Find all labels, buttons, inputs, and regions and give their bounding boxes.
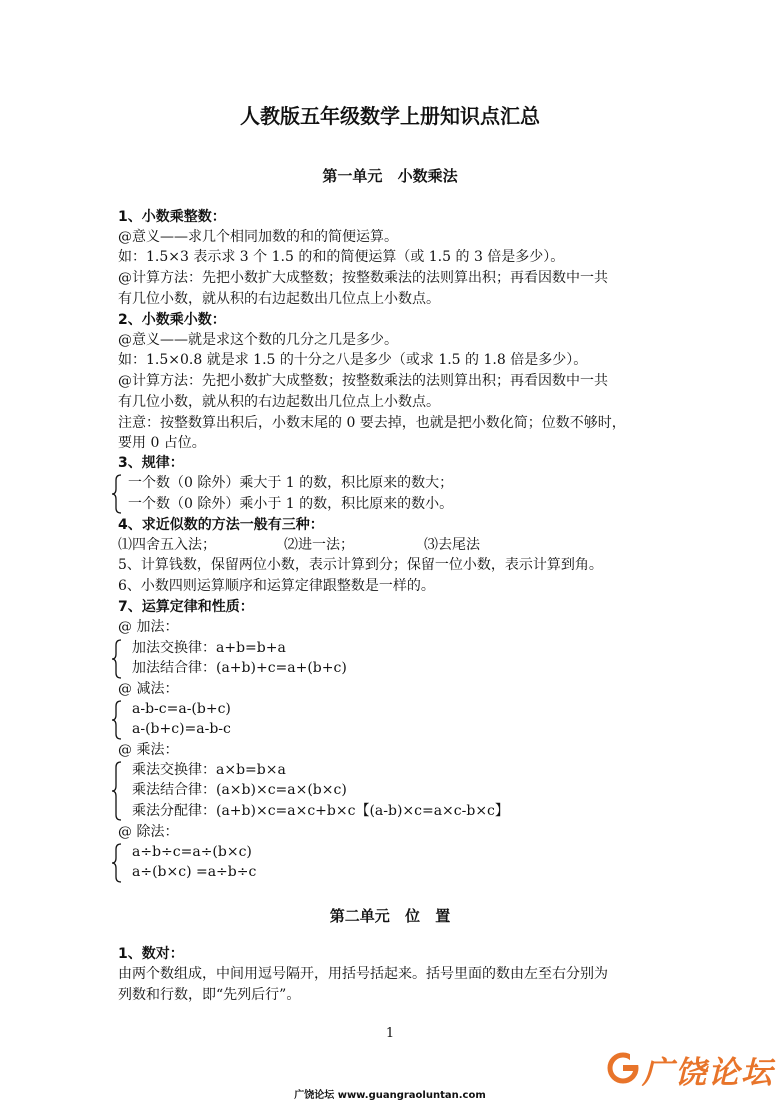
mul-label: @ 乘法：: [118, 742, 179, 758]
s1-line4: 有几位小数，就从积的右边起数出几位点上小数点。: [118, 291, 440, 307]
s2-line5: 注意：按整数算出积后，小数末尾的 0 要去掉，也就是把小数化简；位数不够时，: [118, 415, 626, 431]
sub-label: @ 减法：: [118, 681, 179, 697]
s2-heading: 2、小数乘小数：: [118, 312, 226, 328]
u2-s1-heading: 1、数对：: [118, 946, 184, 962]
add-law-1: 加法交换律：a+b=b+a: [132, 640, 286, 656]
s1-heading: 1、小数乘整数：: [118, 209, 226, 225]
u2-s1-line1: 由两个数组成，中间用逗号隔开，用括号括起来。括号里面的数由左至右分别为: [118, 966, 608, 982]
logo-text: 广饶论坛: [642, 1055, 774, 1091]
document-title: 人教版五年级数学上册知识点汇总: [240, 104, 540, 128]
s7-heading: 7、运算定律和性质：: [118, 599, 254, 615]
s1-line2: 如：1.5×3 表示求 3 个 1.5 的和的简便运算（或 1.5 的 3 倍是多少）。: [118, 249, 565, 265]
s3-line1: 一个数（0 除外）乘大于 1 的数，积比原来的数大；: [128, 475, 454, 491]
div-law-1: a÷b÷c=a÷(b×c): [132, 844, 252, 860]
logo-mark-icon: [606, 1051, 640, 1085]
page-number: 1: [385, 1026, 395, 1041]
s2-line4: 有几位小数，就从积的右边起数出几位点上小数点。: [118, 394, 440, 410]
brace-sub: [112, 700, 122, 740]
sub-law-1: a-b-c=a-(b+c): [132, 701, 231, 717]
mul-law-1: 乘法交换律：a×b=b×a: [132, 762, 286, 778]
div-label: @ 除法：: [118, 824, 179, 840]
s2-line1: @意义——就是求这个数的几分之几是多少。: [118, 332, 398, 348]
mul-law-2: 乘法结合律：(a×b)×c=a×(b×c): [132, 782, 347, 798]
brace-mul: [112, 761, 122, 821]
s4-methods: [118, 535, 638, 555]
s4-method2: ⑵进一法；: [284, 537, 354, 553]
s1-line3: @计算方法：先把小数扩大成整数；按整数乘法的法则算出积；再看因数中一共: [118, 270, 608, 286]
add-law-2: 加法结合律：(a+b)+c=a+(b+c): [132, 660, 347, 676]
s2-line6: 要用 0 占位。: [118, 435, 206, 451]
unit1-title: 第一单元 小数乘法: [322, 167, 458, 185]
sub-law-2: a-(b+c)=a-b-c: [132, 721, 231, 737]
footer-text[interactable]: 广饶论坛 www.guangraoluntan.com: [294, 1090, 486, 1101]
s3-line2: 一个数（0 除外）乘小于 1 的数，积比原来的数小。: [128, 496, 454, 512]
unit2-title: 第二单元 位 置: [329, 907, 451, 925]
forum-logo: [606, 1047, 776, 1091]
s5-line: 5、计算钱数，保留两位小数，表示计算到分；保留一位小数，表示计算到角。: [118, 557, 603, 573]
brace-rule: [112, 474, 122, 514]
brace-div: [112, 843, 122, 883]
s2-line2: 如：1.5×0.8 就是求 1.5 的十分之八是多少（或求 1.5 的 1.8 倍是多少）。: [118, 352, 588, 368]
u2-s1-line2: 列数和行数，即“先列后行”。: [118, 987, 301, 1003]
s6-line: 6、小数四则运算顺序和运算定律跟整数是一样的。: [118, 578, 435, 594]
mul-law-3: 乘法分配律：(a+b)×c=a×c+b×c【(a-b)×c=a×c-b×c】: [132, 803, 509, 819]
s2-line3: @计算方法：先把小数扩大成整数；按整数乘法的法则算出积；再看因数中一共: [118, 373, 608, 389]
s4-heading: 4、求近似数的方法一般有三种：: [118, 517, 324, 533]
s4-method3: ⑶去尾法: [424, 537, 480, 553]
s4-method1: ⑴四舍五入法；: [118, 537, 216, 553]
div-law-2: a÷(b×c) =a÷b÷c: [132, 864, 257, 880]
s1-line1: @意义——求几个相同加数的和的简便运算。: [118, 229, 398, 245]
brace-add: [112, 639, 122, 679]
s3-heading: 3、规律：: [118, 455, 184, 471]
add-label: @ 加法：: [118, 619, 179, 635]
